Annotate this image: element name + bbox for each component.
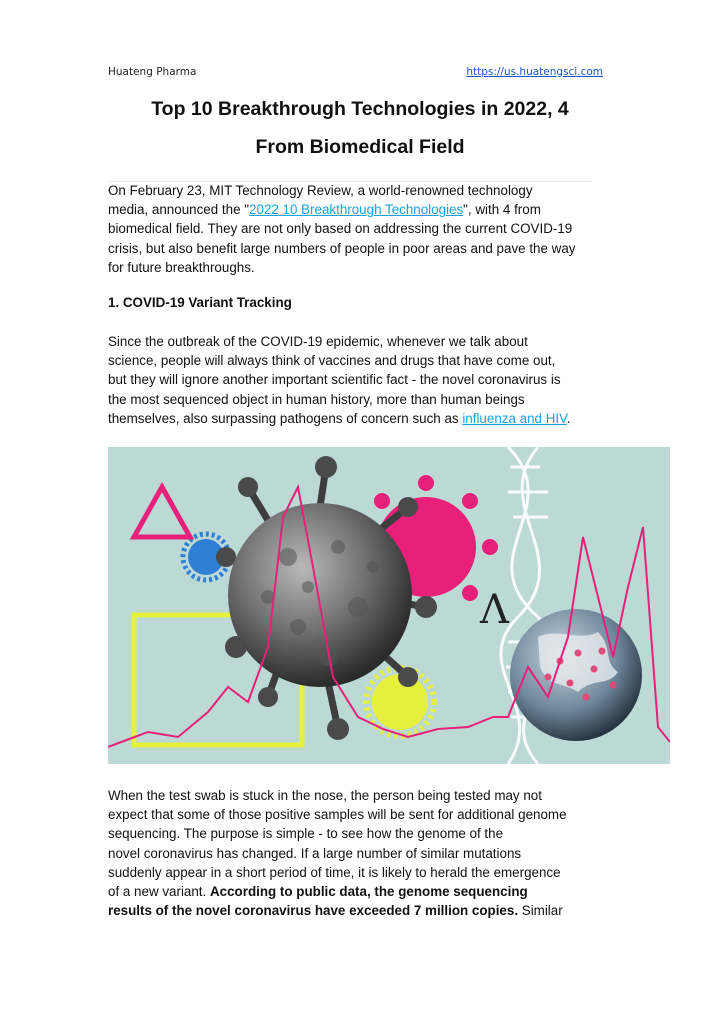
section-paragraph-2 bbox=[108, 786, 628, 920]
illustration-svg bbox=[108, 447, 670, 764]
title-line-1: Top 10 Breakthrough Technologies in 2022, 4 bbox=[151, 98, 569, 120]
intro-line: biomedical field. They are not only based on addressing the current COVID-19 bbox=[108, 221, 573, 237]
bold-statement: results of the novel coronavirus have exceeded 7 million copies. bbox=[108, 903, 519, 919]
header-company: Huateng Pharma bbox=[108, 66, 197, 78]
paragraph-line: sequencing. The purpose is simple - to see how the genome of the bbox=[108, 826, 504, 842]
paragraph-line: but they will ignore another important scientific fact - the novel coronavirus is bbox=[108, 372, 561, 388]
paragraph-line: novel coronavirus has changed. If a large number of similar mutations bbox=[108, 845, 522, 861]
section-paragraph bbox=[108, 332, 628, 428]
paragraph-line: the most sequenced object in human history, more than human beings bbox=[108, 391, 525, 407]
breakthrough-technologies-link[interactable]: 2022 10 Breakthrough Technologies bbox=[249, 202, 464, 218]
lambda-letter: Λ bbox=[480, 587, 509, 633]
paragraph-line: When the test swab is stuck in the nose, the person being tested may not bbox=[108, 788, 542, 803]
covid-illustration bbox=[108, 447, 670, 764]
title-line-2: From Biomedical Field bbox=[255, 136, 465, 158]
intro-line: for future breakthroughs. bbox=[108, 259, 255, 275]
influenza-hiv-link[interactable]: influenza and HIV bbox=[462, 410, 567, 426]
paragraph-line: science, people will always think of vaccines and drugs that have come out, bbox=[108, 353, 556, 369]
globe-icon bbox=[510, 609, 642, 741]
paragraph-line: themselves, also surpassing pathogens of concern such as influenza and HIV. bbox=[108, 410, 571, 426]
bold-statement: According to public data, the genome sequencing bbox=[209, 884, 528, 900]
paragraph-line: suddenly appear in a short period of time, it is likely to herald the emergence bbox=[108, 864, 561, 880]
paragraph-line: expect that some of those positive samples will be sent for additional genome bbox=[108, 807, 567, 823]
intro-line: On February 23, MIT Technology Review, a world-renowned technology bbox=[108, 183, 533, 198]
intro-paragraph bbox=[108, 181, 628, 277]
paragraph-line: Since the outbreak of the COVID-19 epidemic, whenever we talk about bbox=[108, 334, 528, 349]
header-url-link[interactable]: https://us.huatengsci.com bbox=[466, 66, 603, 78]
intro-line: crisis, but also benefit large numbers of people in poor areas and pave the way bbox=[108, 240, 576, 256]
section-heading: 1. COVID-19 Variant Tracking bbox=[108, 295, 292, 310]
paragraph-line: of a new variant. According to public data, the genome sequencing bbox=[108, 884, 528, 900]
page-title bbox=[108, 90, 612, 166]
paragraph-line: results of the novel coronavirus have exceeded 7 million copies. Similar bbox=[108, 903, 563, 919]
intro-line: media, announced the "2022 10 Breakthrough Technologies", with 4 from bbox=[108, 202, 541, 218]
